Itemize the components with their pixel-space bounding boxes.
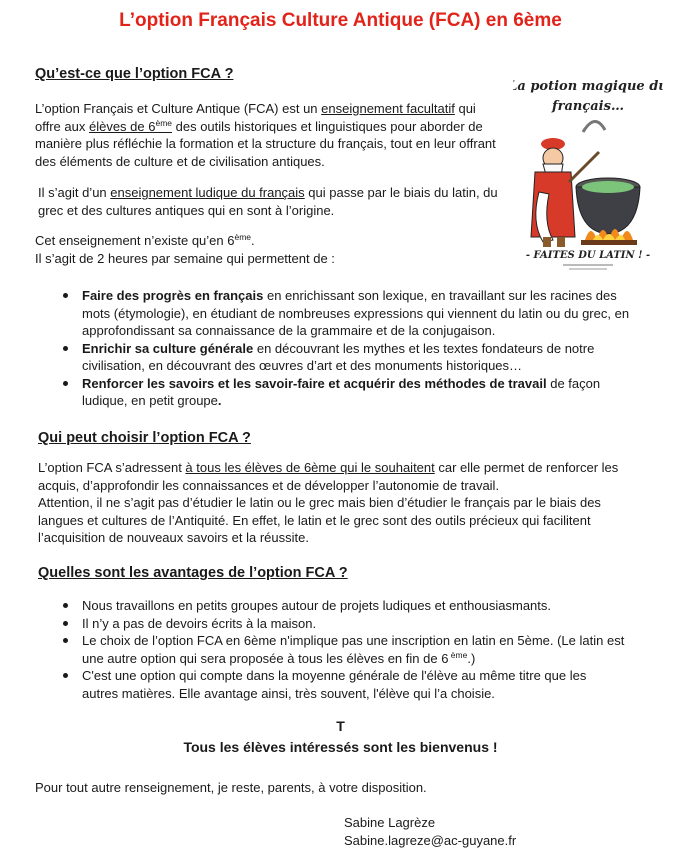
image-caption-top: La potion magique du [513,79,663,94]
contact-line: Pour tout autre renseignement, je reste, parents, à votre disposition. [35,780,427,795]
page-title: L’option Français Culture Antique (FCA) en 6ème [119,10,562,31]
list-item: Renforcer les savoirs et les savoir-faire et acquérir des méthodes de travail de façon ludique, en petit groupe. [60,375,642,410]
goals-list [60,287,642,410]
hours-paragraph: Cet enseignement n’existe qu’en 6ème. Il s’agit de 2 heures par semaine qui permettent de : [35,232,335,266]
image-caption-bottom: - FAITES DU LATIN ! - [525,250,651,261]
who-paragraph: L’option FCA s’adressent à tous les élèves de 6ème qui le souhaitent car elle permet de renforcer les acquis, d’approfondir les connaissances et de développer l’autonomie de travail. Attention, il ne s’agit pas d’étudier le latin ou le grec mais bien d’étudier le français par le biais des langues et cultures de l’Antiquité. En effet, le latin et le grec sont des outils précieux qui facilitent l’acquisition de nouveaux savoirs et la réussite. [38,460,619,545]
image-caption-top-2: français… [552,99,624,114]
advantages-list [60,597,625,702]
druid-cauldron-image [513,72,663,272]
welcome-line: Tous les élèves intéressés sont les bienvenus ! [183,739,498,755]
section-heading-who: Qui peut choisir l’option FCA ? [38,430,251,446]
list-item: Nous travaillons en petits groupes autour de projets ludiques et enthousiasmants. [60,597,625,615]
list-item: Le choix de l’option FCA en 6ème n'implique pas une inscription en latin en 5ème. (Le latin est une autre option qui sera proposée à tous les élèves en fin de 6 $^{ème}$.) [60,632,625,667]
section-heading-advantages: Quelles sont les avantages de l’option FCA ? [38,565,348,581]
signature-email: Sabine.lagreze@ac-guyane.fr [344,832,517,848]
signature-name: Sabine Lagrèze [344,815,436,830]
signature-block [344,814,644,849]
section-heading-what-is: Qu’est-ce que l’option FCA ? [35,66,234,82]
underlined-phrase: enseignement facultatif [321,101,455,116]
list-item: Il n’y a pas de devoirs écrits à la maison. [60,615,625,633]
underlined-phrase: enseignement ludique du français [110,185,305,200]
closing-letter: T [336,718,345,734]
ludique-paragraph: Il s’agit d’un enseignement ludique du français qui passe par le biais du latin, du grec et des cultures antiques qui en sont à l’origine. [38,185,498,218]
list-item: Faire des progrès en français en enrichissant son lexique, en travaillant sur les racines des mots (étymologie), en étudiant de nombreuses expressions qui viennent du latin ou du grec, en approfondissant sa connaissance de la grammaire et de la conjugaison. [60,287,642,340]
list-item: C'est une option qui compte dans la moyenne générale de l'élève au même titre que les autres matières. Elle avantage ainsi, très souvent, l'élève qui l’a choisie. [60,667,625,702]
underlined-phrase: à tous les élèves de 6ème qui le souhaitent [185,460,435,475]
potion-illustration [513,72,663,272]
intro-paragraph: L’option Français et Culture Antique (FCA) est un enseignement facultatif qui offre aux élèves de 6ème des outils historiques et linguistiques pour aborder de manière plus réfléchie la formation et la structure du français, tout en leur offrant des éléments de culture et de civilisation antiques. [35,101,496,169]
list-item: Enrichir sa culture générale en découvrant les mythes et les textes fondateurs de notre civilisation, en découvrant des œuvres d’art et des monuments historiques… [60,340,642,375]
